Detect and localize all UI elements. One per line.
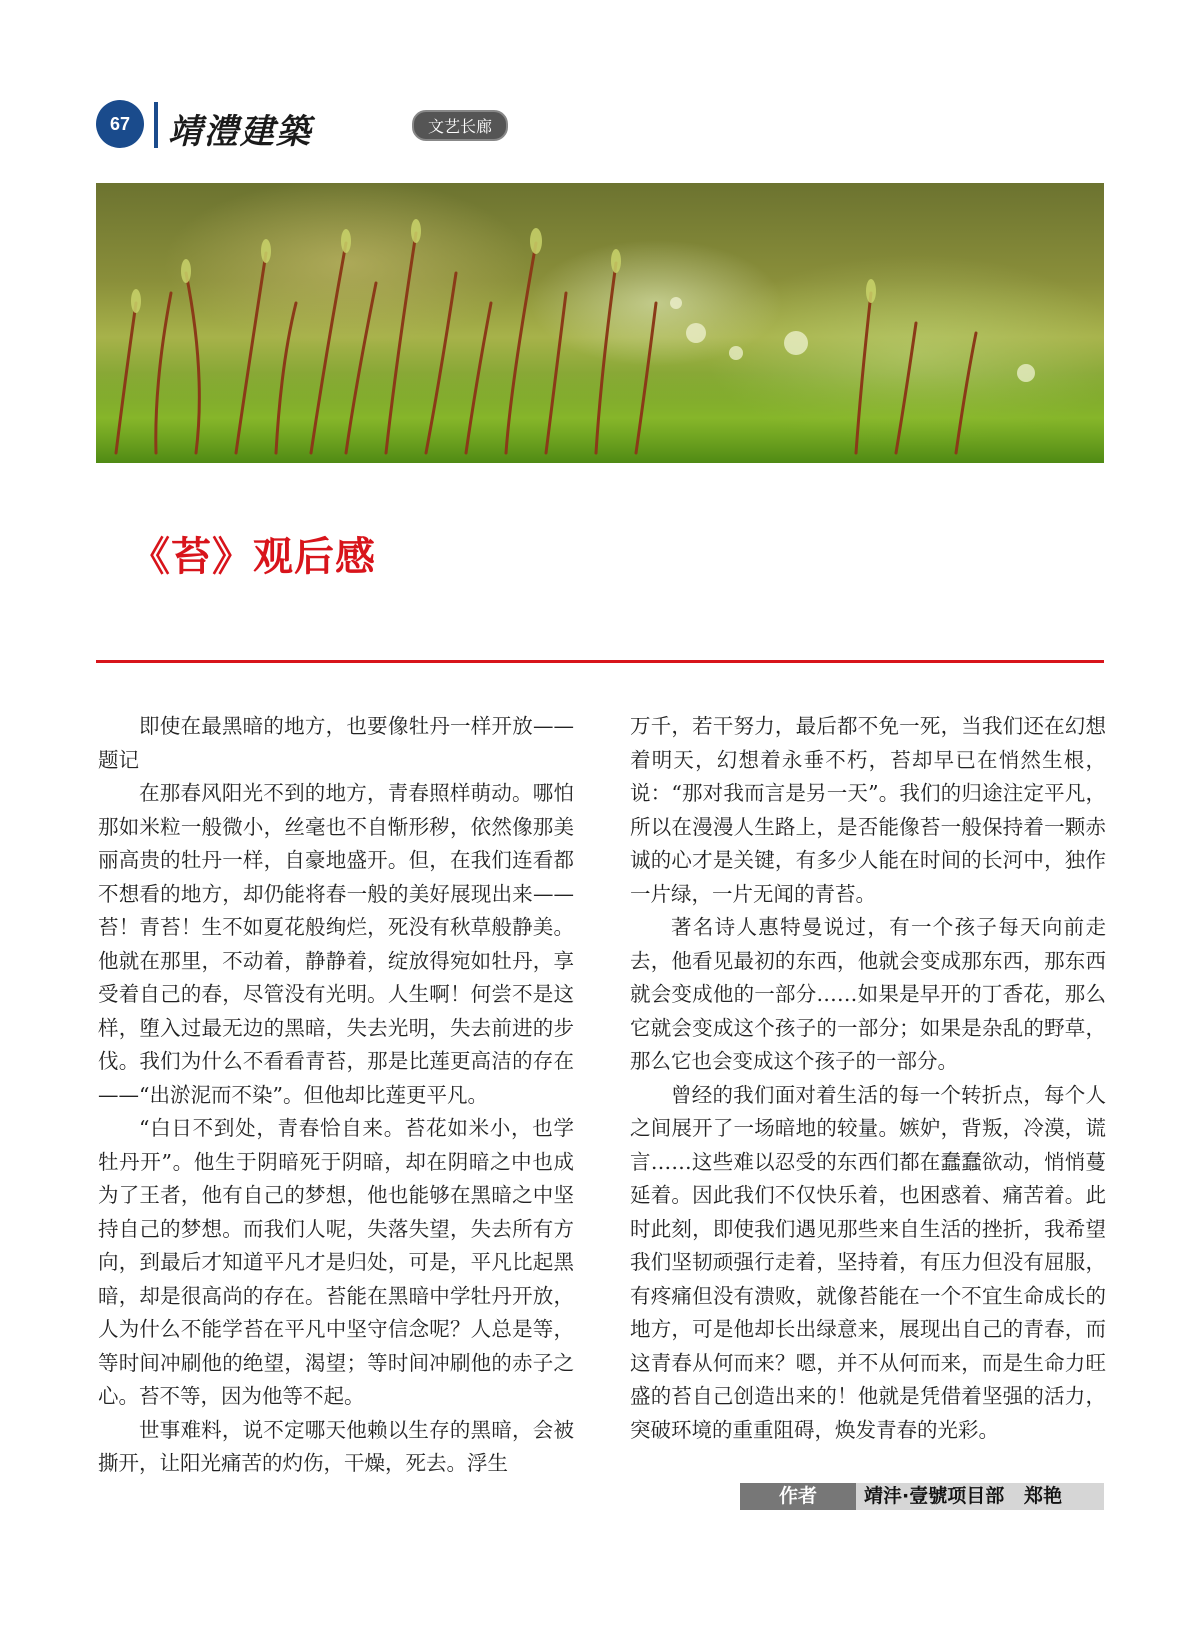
author-credit (740, 1483, 1104, 1510)
paragraph: “白日不到处，青春恰自来。苔花如米小，也学牡丹开”。他生于阴暗死于阴暗，却在阴暗之中也成为了王者，他有自己的梦想，他也能够在黑暗之中坚持自己的梦想。而我们人呢，失落失望，失去所有方向，到最后才知道平凡才是归处，可是，平凡比起黑暗，却是很高尚的存在。苔能在黑暗中学牡丹开放，人为什么不能学苔在平凡中坚守信念呢？人总是等，等时间冲刷他的绝望，渴望；等时间冲刷他的赤子之心。苔不等，因为他等不起。 (98, 1116, 574, 1408)
paragraph: 即使在最黑暗的地方，也要像牡丹一样开放——题记 (98, 714, 574, 772)
article-title: 《苔》观后感 (130, 534, 376, 580)
author-label: 作者 (740, 1483, 856, 1510)
article-column-left (98, 710, 574, 1481)
author-info: 靖沣·壹號项目部 郑艳 (856, 1483, 1104, 1510)
paragraph: 曾经的我们面对着生活的每一个转折点，每个人之间展开了一场暗地的较量。嫉妒，背叛，冷漠，谎言……这些难以忍受的东西们都在蠢蠢欲动，悄悄蔓延着。因此我们不仅快乐着，也困惑着、痛苦着。此时此刻，即使我们遇见那些来自生活的挫折，我希望我们坚韧顽强行走着，坚持着，有压力但没有屈服，有疼痛但没有溃败，就像苔能在一个不宜生命成长的地方，可是他却长出绿意来，展现出自己的青春，而这青春从何而来？嗯，并不从何而来，而是生命力旺盛的苔自己创造出来的！他就是凭借着坚强的活力，突破环境的重重阻碍，焕发青春的光彩。 (630, 1082, 1106, 1442)
paragraph: 万千，若干努力，最后都不免一死，当我们还在幻想着明天，幻想着永垂不朽，苔却早已在悄然生根，说：“那对我而言是另一天”。我们的归途注定平凡，所以在漫漫人生路上，是否能像苔一般保持着一颗赤诚的心才是关键，有多少人能在时间的长河中，独作一片绿，一片无闻的青苔。 (630, 714, 1106, 906)
paragraph: 在那春风阳光不到的地方，青春照样萌动。哪怕那如米粒一般微小，丝毫也不自惭形秽，依然像那美丽高贵的牡丹一样，自豪地盛开。但，在我们连看都不想看的地方，却仍能将春一般的美好展现出来——苔！青苔！生不如夏花般绚烂，死没有秋草般静美。他就在那里，不动着，静静着，绽放得宛如牡丹，享受着自己的春，尽管没有光明。人生啊！何尝不是这样，堕入过最无边的黑暗，失去光明，失去前进的步伐。我们为什么不看看青苔，那是比莲更高洁的存在——“出淤泥而不染”。但他却比莲更平凡。 (98, 781, 574, 1107)
moss-illustration (96, 183, 1104, 463)
moss-photo-icon (96, 183, 1104, 463)
page-header (96, 100, 516, 150)
paragraph: 著名诗人惠特曼说过，有一个孩子每天向前走去，他看见最初的东西，他就会变成那东西，那东西就会变成他的一部分……如果是早开的丁香花，那么它就会变成这个孩子的一部分；如果是杂乱的野草，那么它也会变成这个孩子的一部分。 (630, 915, 1106, 1073)
article-column-right (630, 710, 1106, 1447)
section-tag: 文艺长廊 (412, 110, 508, 141)
page-number-badge: 67 (96, 100, 144, 148)
title-divider (96, 660, 1104, 663)
magazine-title: 靖澧建築 (168, 112, 312, 152)
header-divider (154, 102, 158, 148)
paragraph: 世事难料，说不定哪天他赖以生存的黑暗，会被撕开，让阳光痛苦的灼伤，干燥，死去。浮生 (98, 1417, 574, 1475)
